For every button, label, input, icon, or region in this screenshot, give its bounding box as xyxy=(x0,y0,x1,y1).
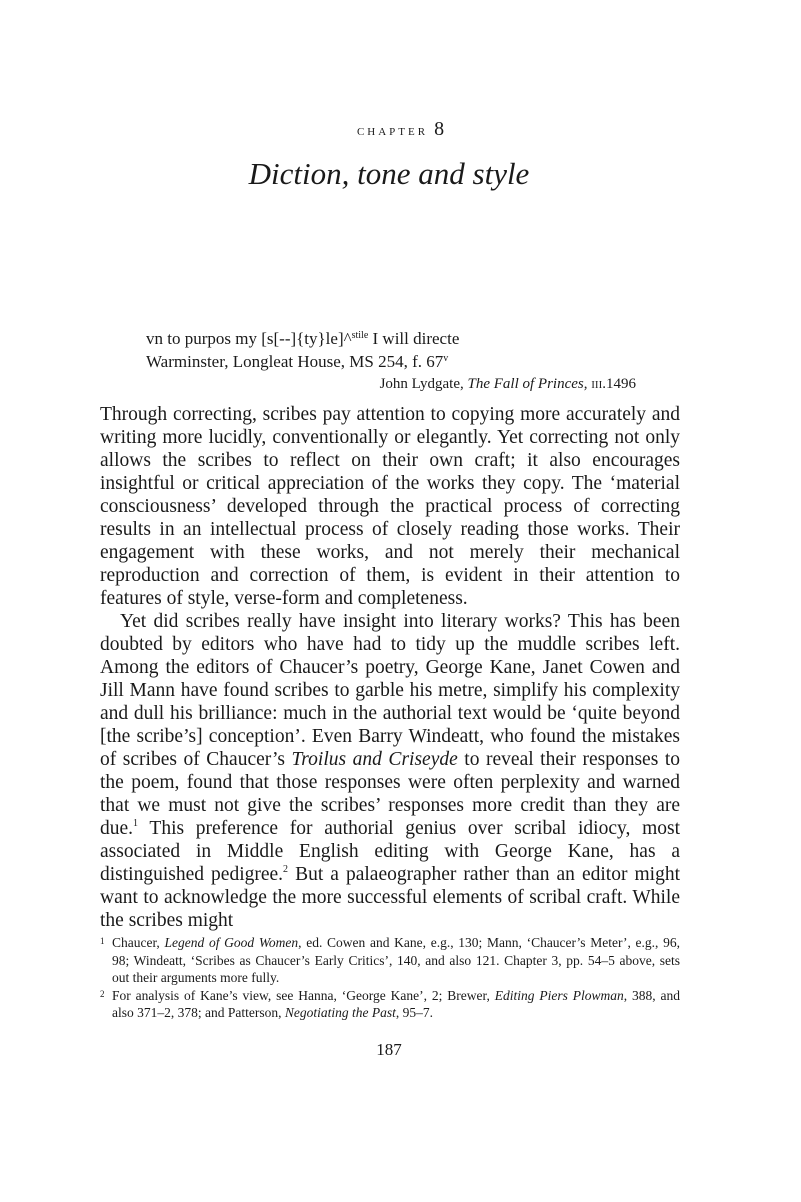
footnote-1 xyxy=(100,934,680,987)
body-text xyxy=(100,403,680,932)
footnote-ref-1[interactable]: 1 xyxy=(133,818,139,829)
epigraph-attribution: John Lydgate, The Fall of Princes, iii.1496 xyxy=(379,376,636,392)
chapter-word: chapter xyxy=(356,123,429,139)
chapter-label xyxy=(0,118,801,141)
footnotes xyxy=(100,934,680,1022)
footnote-2-text: For analysis of Kane’s view, see Hanna, ‘George Kane’, 2; Brewer, Editing Piers Plowman, 388, and also 371–2, 378; and Patterson, Negotiating the Past, 95–7. xyxy=(112,987,680,1020)
paragraph-2: Yet did scribes really have insight into literary works? This has been doubted by editors who have had to tidy up the muddle scribes left. Among the editors of Chaucer’s poetry, George Kane, Janet Cowen and Jill Mann have found scribes to garble his metre, simplify his complexity and dull his brilliance: much in the authorial text would be ‘quite beyond [the scribe’s] conception’. Even Barry Windeatt, who found the mistakes of scribes of Chaucer’s Troilus and Criseyde to reveal their responses to the poem, found that those responses were often perplexity and warned that we must not give the scribes’ responses more credit than they are due.$^1$ This preference for authorial genius over scribal idiocy, most associated in Middle English editing with George Kane, has a distinguished pedigree.$^2$ But a palaeographer rather than an editor might want to acknowledge the more successful elements of scribal craft. While the scribes might xyxy=(100,611,680,931)
epigraph xyxy=(146,327,636,395)
footnote-2-mark: 2 xyxy=(100,988,105,999)
epigraph-source-line: Warminster, Longleat House, MS 254, f. 67$^v$ xyxy=(146,352,449,371)
footnote-ref-2[interactable]: 2 xyxy=(283,864,289,875)
footnote-1-mark: 1 xyxy=(100,936,105,946)
epigraph-quote-line: vn to purpos my [s[--]{ty}le]^$^{stile}$ I will directe xyxy=(146,329,460,348)
chapter-title: Diction, tone and style xyxy=(248,156,530,191)
footnote-2 xyxy=(100,987,680,1022)
page-number: 187 xyxy=(376,1040,402,1059)
paragraph-1: Through correcting, scribes pay attention to copying more accurately and writing more lucidly, conventionally or elegantly. Yet correcting not only allows the scribes to reflect on their own craft; it also encourages insightful or critical appreciation of the works they copy. The ‘material consciousness’ developed through the practical process of correcting results in an intellectual process of closely reading those works. Their engagement with these works, and not merely their mechanical reproduction and correction of them, is evident in their attention to features of style, verse-form and completeness. xyxy=(100,404,680,609)
footnote-1-text: Chaucer, Legend of Good Women, ed. Cowen and Kane, e.g., 130; Mann, ‘Chaucer’s Meter’, e.g., 96, 98; Windeatt, ‘Scribes as Chaucer’s Early Critics’, 140, and also 121. Chapter 3, pp. 54–5 above, sets out their arguments more fully. xyxy=(112,935,680,985)
chapter-number: 8 xyxy=(434,118,445,140)
